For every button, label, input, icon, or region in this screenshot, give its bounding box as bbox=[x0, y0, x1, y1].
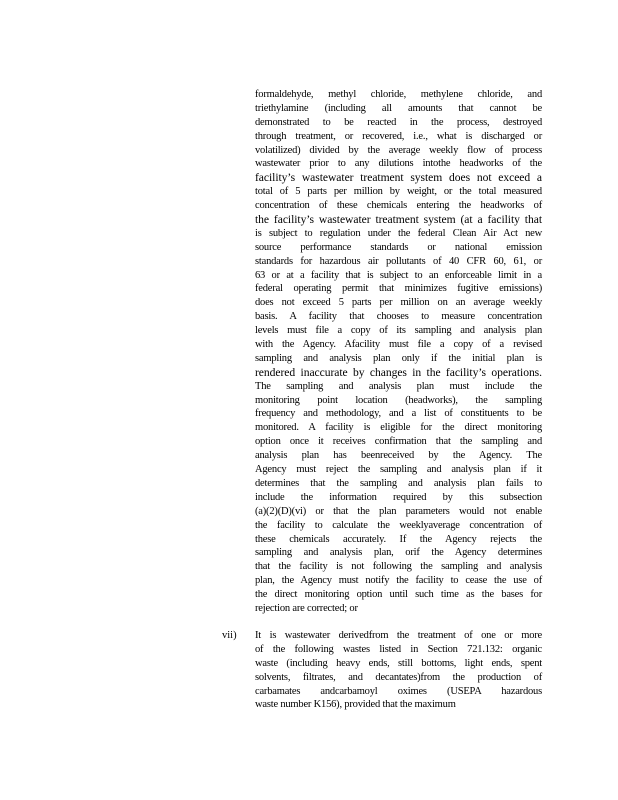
text-line: concentration of these chemicals entering the headworks of bbox=[255, 200, 542, 212]
text-line: wastewater prior to any dilutions intothe headworks of the bbox=[255, 158, 542, 170]
text-line: carbamates andcarbamoyl oximes (USEPA hazardous bbox=[255, 685, 542, 697]
text-line: The sampling and analysis plan must include the bbox=[255, 380, 542, 392]
item-vii-paragraph bbox=[255, 629, 542, 712]
text-line: basis. A facility that chooses to measure concentration bbox=[255, 311, 542, 323]
text-line: the direct monitoring option until such time as the bases for bbox=[255, 589, 542, 601]
text-line: determines that the sampling and analysis plan fails to bbox=[255, 477, 542, 489]
item-vii-label: vii) bbox=[222, 630, 237, 641]
text-line: the facility’s wastewater treatment system (at a facility that bbox=[255, 213, 542, 227]
text-line: monitoring point location (headworks), the sampling bbox=[255, 394, 542, 406]
text-line: formaldehyde, methyl chloride, methylene chloride, and bbox=[255, 89, 542, 100]
text-line: source performance standards or national emission bbox=[255, 241, 542, 253]
text-line: waste number K156), provided that the maximum bbox=[255, 699, 456, 711]
text-line: standards for hazardous air pollutants of 40 CFR 60, 61, or bbox=[255, 255, 542, 267]
text-line: federal operating permit that minimizes fugitive emissions) bbox=[255, 283, 542, 295]
text-line: waste (including heavy ends, still bottoms, light ends, spent bbox=[255, 657, 542, 669]
text-line: total of 5 parts per million by weight, or the total measured bbox=[255, 186, 542, 198]
text-line: is subject to regulation under the federal Clean Air Act new bbox=[255, 227, 542, 239]
text-line: through treatment, or recovered, i.e., what is discharged or bbox=[255, 130, 542, 142]
text-line: demonstrated to be reacted in the process, destroyed bbox=[255, 116, 542, 128]
text-line: solvents, filtrates, and decantates)from the production of bbox=[255, 671, 542, 683]
text-line: facility’s wastewater treatment system does not exceed a bbox=[255, 171, 542, 185]
text-line: levels must file a copy of its sampling and analysis plan bbox=[255, 325, 542, 337]
text-line: does not exceed 5 parts per million on an average weekly bbox=[255, 297, 542, 309]
text-line: of the following wastes listed in Section 721.132: organic bbox=[255, 643, 542, 655]
text-line: 63 or at a facility that is subject to an enforceable limit in a bbox=[255, 269, 542, 281]
text-line: It is wastewater derivedfrom the treatment of one or more bbox=[255, 630, 542, 641]
text-line: these chemicals accurately. If the Agency rejects the bbox=[255, 533, 542, 545]
text-line: Agency must reject the sampling and analysis plan if it bbox=[255, 464, 542, 476]
text-line: (a)(2)(D)(vi) or that the plan parameters would not enable bbox=[255, 505, 542, 517]
text-line: sampling and analysis plan only if the initial plan is bbox=[255, 352, 542, 364]
text-line: plan, the Agency must notify the facility to cease the use of bbox=[255, 575, 542, 587]
main-paragraph bbox=[255, 88, 542, 616]
text-line: that the facility is not following the sampling and analysis bbox=[255, 561, 542, 573]
text-line: the facility to calculate the weeklyaverage concentration of bbox=[255, 519, 542, 531]
text-line: monitored. A facility is eligible for the direct monitoring bbox=[255, 422, 542, 434]
text-line: with the Agency. Afacility must file a copy of a revised bbox=[255, 339, 542, 351]
text-line: frequency and methodology, and a list of constituents to be bbox=[255, 408, 542, 420]
text-line: option once it receives confirmation that the sampling and bbox=[255, 436, 542, 448]
text-line: rejection are corrected; or bbox=[255, 602, 358, 614]
text-line: include the information required by this subsection bbox=[255, 491, 542, 503]
text-line: analysis plan has beenreceived by the Agency. The bbox=[255, 450, 542, 462]
text-line: sampling and analysis plan, orif the Agency determines bbox=[255, 547, 542, 559]
text-line: volatilized) divided by the average weekly flow of process bbox=[255, 144, 542, 156]
text-line: triethylamine (including all amounts that cannot be bbox=[255, 102, 542, 114]
text-line: rendered inaccurate by changes in the facility’s operations. bbox=[255, 365, 542, 379]
